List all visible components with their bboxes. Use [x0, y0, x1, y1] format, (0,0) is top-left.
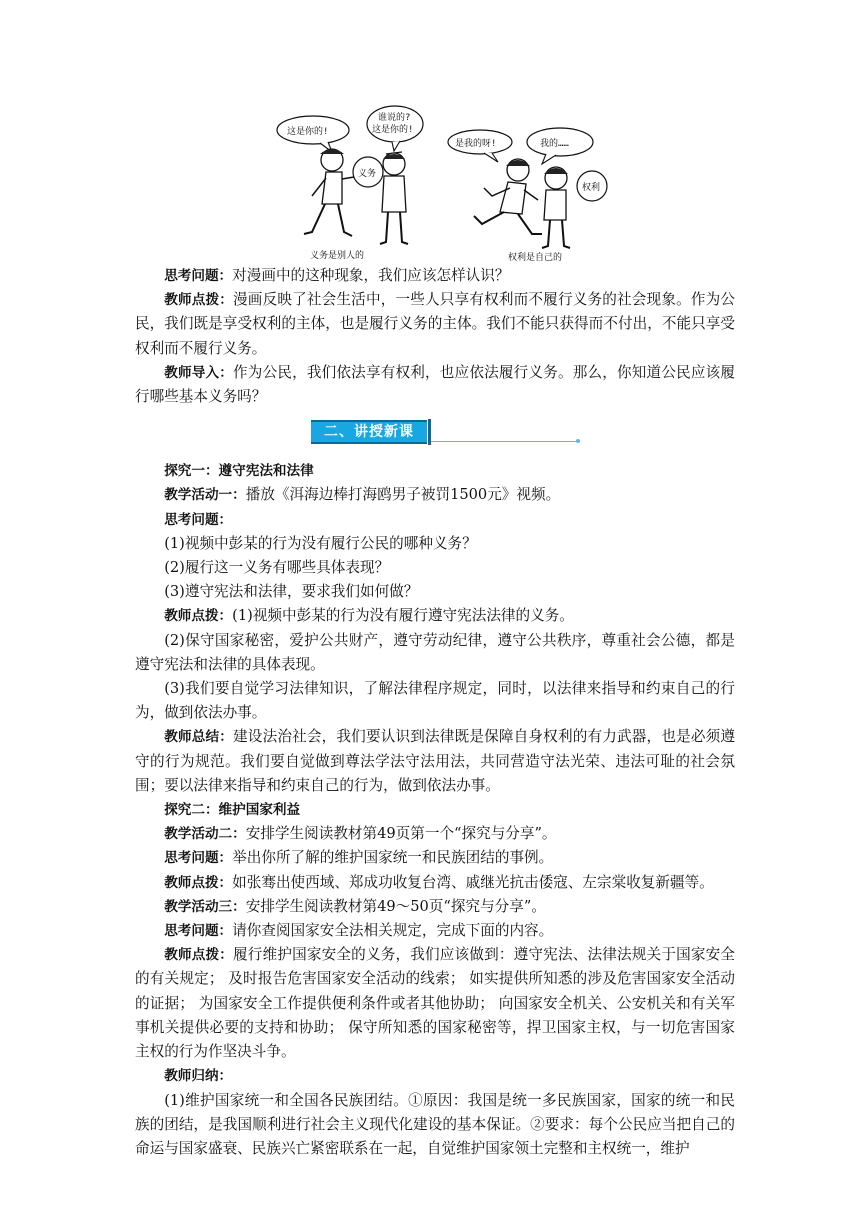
caption-right: 权利是自己的 [508, 253, 563, 262]
cartoon-drawing [270, 104, 610, 262]
bubble-mine: 我的…… [540, 139, 569, 149]
paragraph: (3)遵守宪法和法律，要求我们如何做？ [164, 583, 419, 601]
paragraph: (2)保守国家秘密，爱护公共财产，遵守劳动纪律，遵守公共秩序，尊重社会公德，都是遵守宪法和法律的具体表现。 [135, 631, 735, 673]
paragraph: 教师点拨：漫画反映了社会生活中，一些人只享有权利而不履行义务的社会现象。作为公民，我们既是享受权利的主体，也是履行义务的主体。我们不能只获得而不付出，不能只享受权利而不履行义务。 [135, 291, 735, 357]
paragraph: 思考问题：举出你所了解的维护国家统一和民族团结的事例。 [164, 849, 554, 867]
paragraph: (1)维护国家统一和全国各民族团结。①原因：我国是统一多民族国家，国家的统一和民族的团结，是我国顺利进行社会主义现代化建设的基本保证。②要求：每个公民应当把自己的命运与国家盛衰、民族兴亡紧密联系在一起，自觉维护国家领土完整和主权统一，维护 [135, 1091, 735, 1157]
bubble-who-said-line1: 谁说的? [378, 113, 411, 123]
obligation-tag: 义务 [358, 169, 377, 179]
banner-underline [431, 441, 579, 442]
paragraph: (3)我们要自觉学习法律知识，了解法律程序规定，同时，以法律来指导和约束自己的行为，做到依法办事。 [135, 680, 735, 722]
paragraph: 思考问题：对漫画中的这种现象，我们应该怎样认识？ [164, 267, 510, 284]
paragraph: 思考问题：请你查阅国家安全法相关规定，完成下面的内容。 [164, 922, 554, 940]
paragraph: 思考问题： [164, 511, 233, 528]
paragraph: 探究一：遵守宪法和法律 [164, 463, 314, 480]
bubble-this-is-yours: 这是你的! [287, 127, 329, 137]
paragraph: 教师点拨：履行维护国家安全的义务，我们应该做到：遵守宪法、法律法规关于国家安全的有关规定； 及时报告危害国家安全活动的线索； 如实提供所知悉的涉及危害国家安全活动的证据； 为国家安全工作提供便利条件或者其他协助； 向国家安全机关、公安机关和有关军事机关提供必要的支持和协助； 保守所知悉的国家秘密等，捍卫国家主权，与一切危害国家主权的行为作坚决斗争。 [135, 946, 735, 1061]
caption-left: 义务是别人的 [310, 251, 365, 261]
right-tag: 权利 [582, 183, 601, 193]
paragraph: 教师点拨：如张骞出使西域、郑成功收复台湾、戚继光抗击倭寇、左宗棠收复新疆等。 [164, 873, 714, 891]
paragraph: 教师总结：建设法治社会，我们要认识到法律既是保障自身权利的有力武器，也是必须遵守的行为规范。我们要自觉做到尊法学法守法用法，共同营造守法光荣、违法可耻的社会氛围；要以法律来指导和约束自己的行为，做到依法办事。 [135, 728, 735, 794]
paragraph: 教学活动三：安排学生阅读教材第49～50页“探究与分享”。 [164, 897, 546, 915]
paragraph: 探究二：维护国家利益 [164, 802, 301, 819]
banner-dot [576, 439, 580, 443]
cartoon-illustration [270, 104, 610, 262]
paragraph: 教学活动二：安排学生阅读教材第49页第一个“探究与分享”。 [164, 825, 557, 843]
bubble-who-said-line2: 这是你的! [372, 125, 414, 135]
document-body [135, 264, 735, 1161]
paragraph: 教师归纳： [164, 1068, 233, 1085]
paragraph: 教师点拨：(1)视频中彭某的行为没有履行遵守宪法法律的义务。 [164, 607, 574, 625]
paragraph: (1)视频中彭某的行为没有履行公民的哪种义务？ [164, 534, 477, 552]
paragraph: 教学活动一：播放《洱海边棒打海鸥男子被罚1500元》视频。 [164, 486, 561, 504]
bubble-its-mine: 是我的呀! [455, 139, 497, 149]
section-banner [135, 409, 735, 459]
section-banner-box [311, 420, 427, 444]
section-banner-title: 二、讲授新课 [324, 424, 414, 441]
paragraph: 教师导入：作为公民，我们依法享有权利，也应依法履行义务。那么，你知道公民应该履行哪些基本义务吗？ [135, 363, 735, 406]
paragraph: (2)履行这一义务有哪些具体表现？ [164, 559, 390, 577]
main-section [135, 459, 735, 1161]
